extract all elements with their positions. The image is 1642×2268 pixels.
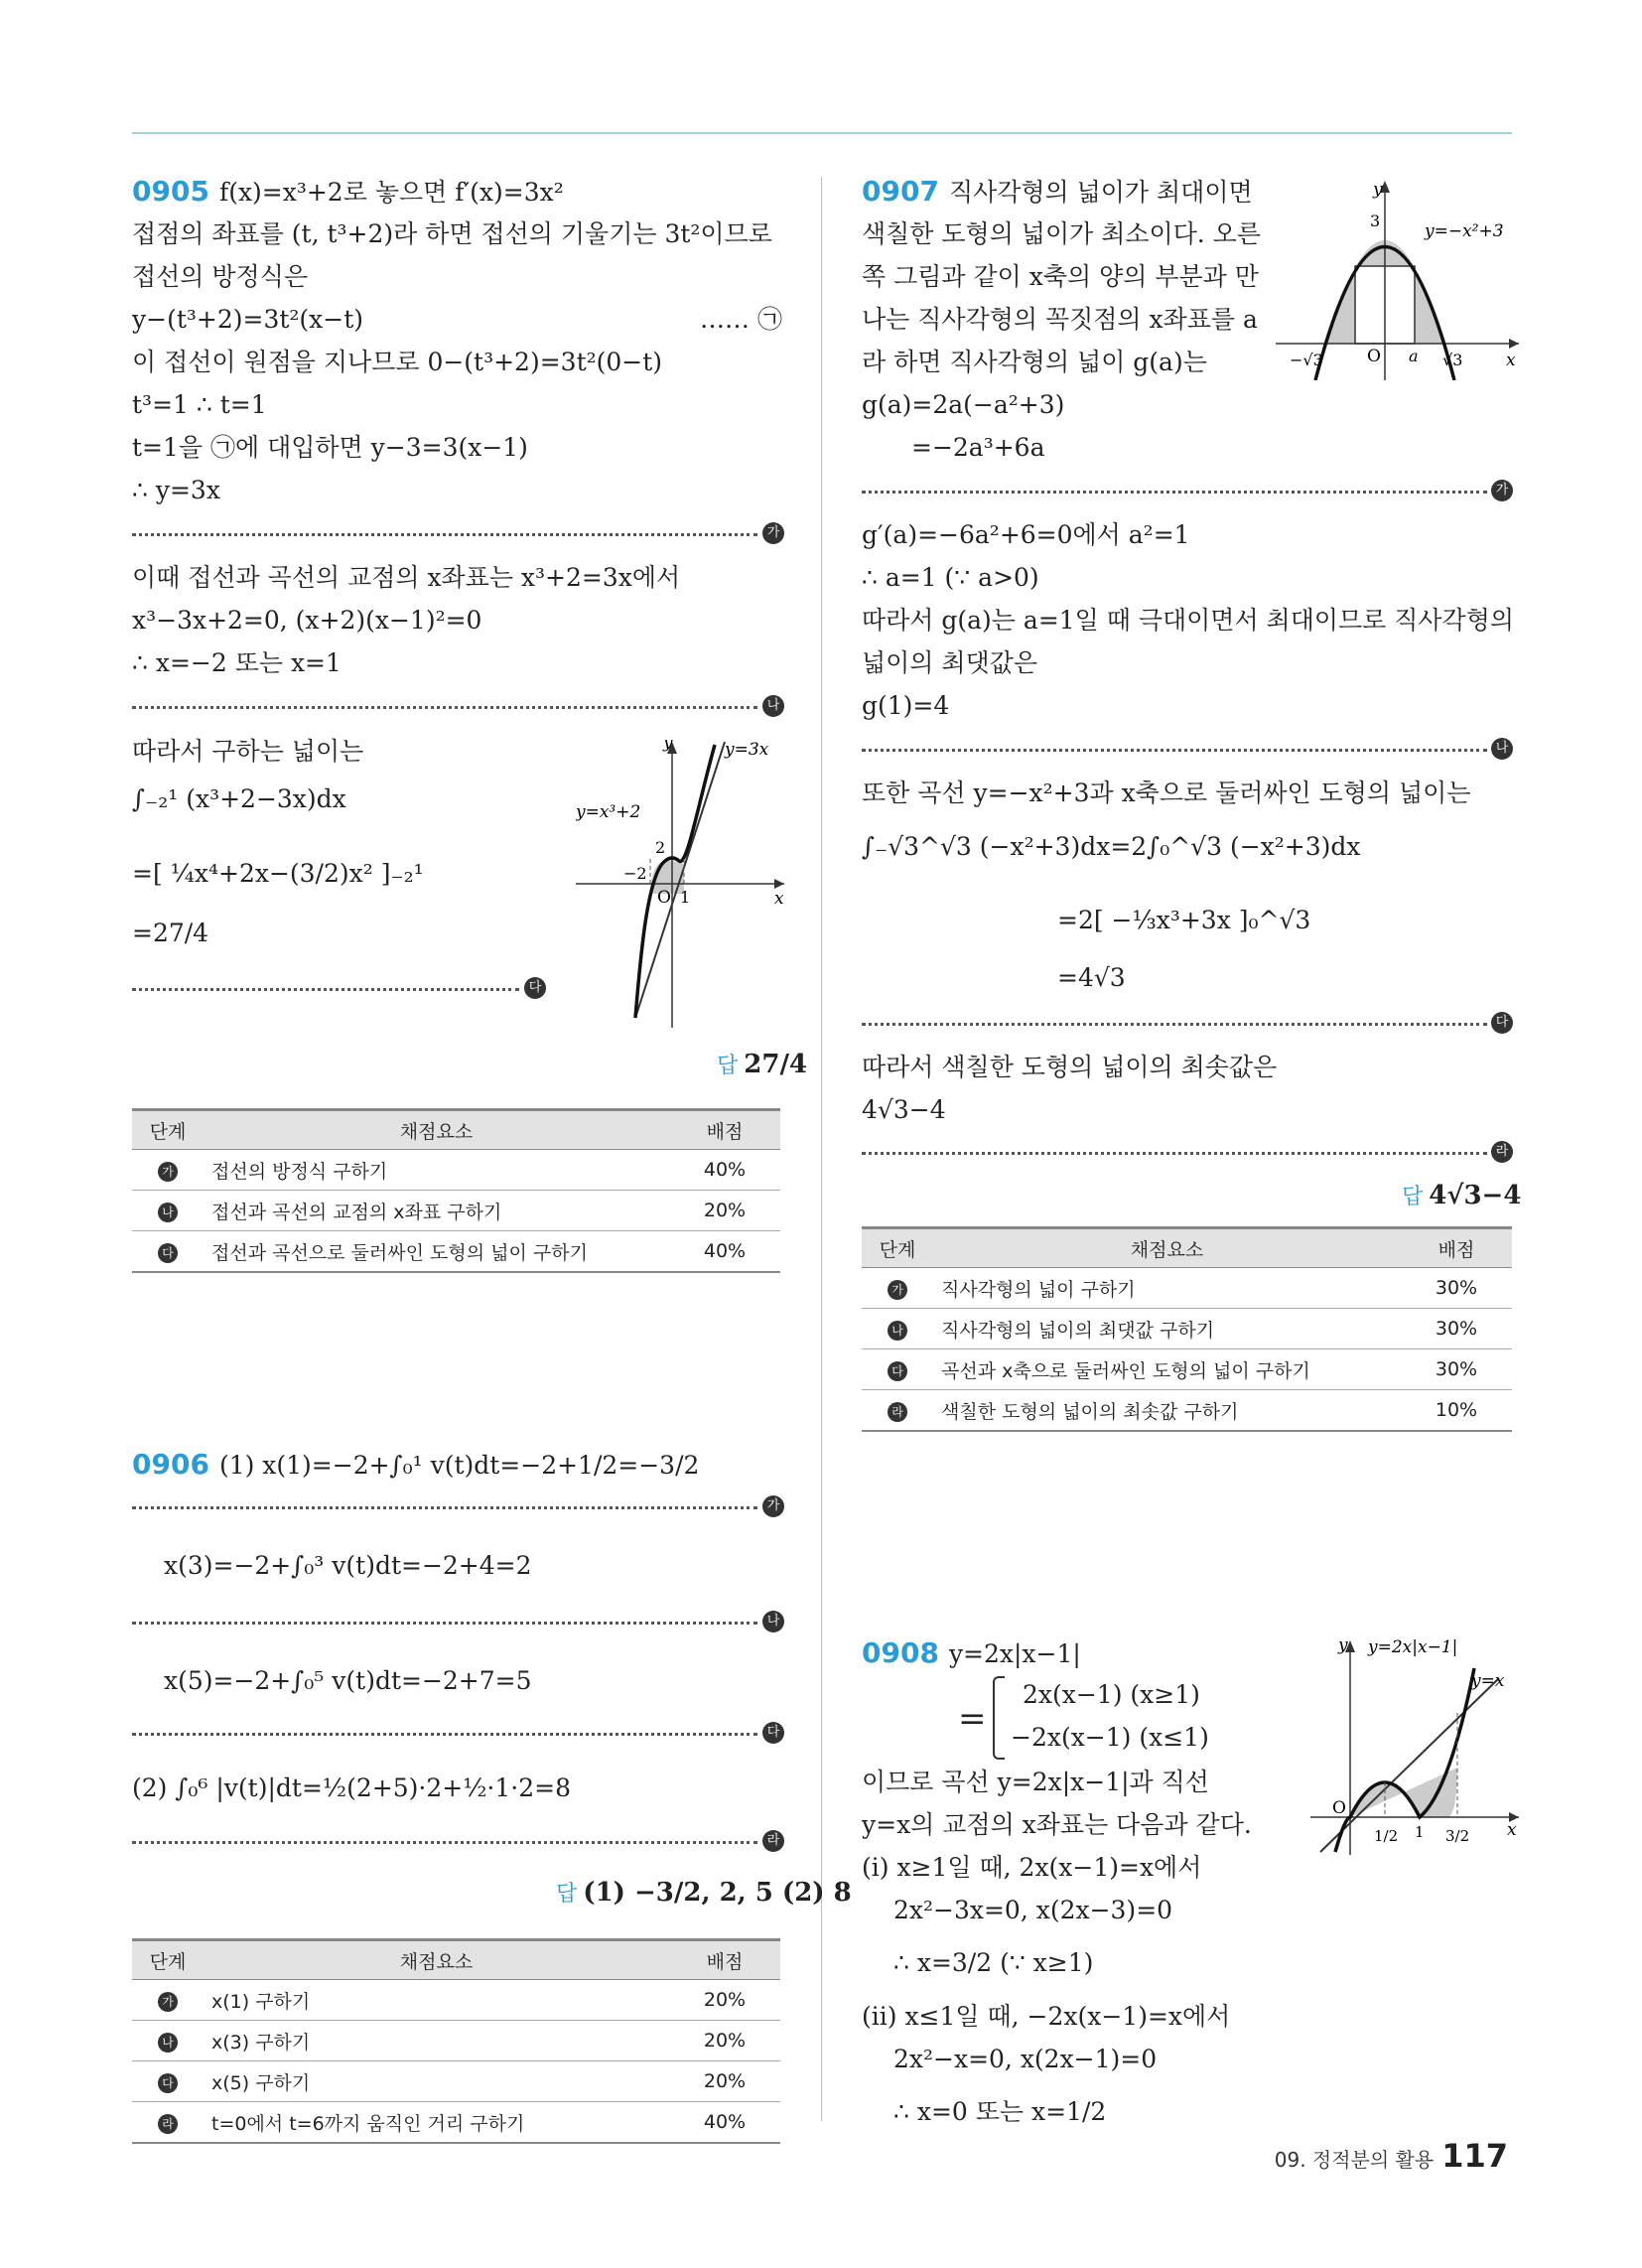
origin-label: O [1367, 347, 1381, 366]
line-0905-10: ∴ x=−2 또는 x=1 [132, 648, 342, 677]
problem-number: 0906 [132, 1448, 209, 1481]
problem-number: 0907 [862, 175, 939, 208]
line-0908-9: 2x²−x=0, x(2x−1)=0 [893, 2045, 1158, 2073]
line-0907-2: 쪽 그림과 같이 x축의 양의 부분과 만 [862, 262, 1259, 291]
line-y-eq-x [1320, 1678, 1499, 1852]
line-0908-5: (ⅰ) x≥1일 때, 2x(x−1)=x에서 [862, 1853, 1202, 1882]
tick-2: 2 [655, 838, 666, 857]
tick-sqrt3: √3 [1442, 351, 1463, 369]
line-0907-3: 나는 직사각형의 꼭짓점의 x좌표를 a [862, 305, 1258, 334]
page-footer [1275, 2137, 1508, 2175]
divider [132, 1733, 757, 1736]
table-row: 다 x(5) 구하기 20% [132, 2061, 780, 2102]
curve-label: y=x³+2 [576, 802, 641, 822]
line-0905-12: ∫₋₂¹ (x³+2−3x)dx [132, 784, 346, 813]
tick-three-half: 3/2 [1445, 1827, 1470, 1845]
tick-1: 1 [680, 888, 691, 907]
divider [132, 1506, 757, 1509]
table-row: 가 직사각형의 넓이 구하기 30% [862, 1268, 1512, 1309]
line-0905-1: 접점의 좌표를 (t, t³+2)라 하면 접선의 기울기는 3t²이므로 [132, 219, 772, 248]
divider [862, 1023, 1487, 1026]
line-0907-6: =−2a³+6a [911, 433, 1045, 462]
divider [132, 1841, 757, 1844]
divider [132, 988, 519, 991]
x-axis-label: x [774, 889, 784, 909]
line-0908-3: 이므로 곡선 y=2x|x−1|과 직선 [862, 1768, 1209, 1796]
divider [862, 491, 1487, 494]
line-label: y=3x [725, 740, 769, 760]
tick-half: 1/2 [1374, 1827, 1399, 1845]
line-0907-1: 색칠한 도형의 넓이가 최소이다. 오른 [862, 219, 1261, 248]
line-0908-8: (ⅱ) x≤1일 때, −2x(x−1)=x에서 [862, 2002, 1231, 2031]
line-0906-3: (2) ∫₀⁶ |v(t)|dt=½(2+5)·2+½·1·2=8 [132, 1773, 571, 1802]
step-marker: 라 [762, 1830, 784, 1852]
score-table-0905: 단계 채점요소 배점 가 접선의 방정식 구하기 40% 나 접선과 곡선의 교점의 x좌표 구하기 20% 다 접선과 곡선으로 둘러싸인 도형의 넓이 구하기 40% [132, 1108, 780, 1273]
divider [132, 706, 757, 709]
y-axis-label: y [1373, 180, 1383, 200]
line-0907-17: 4√3−4 [862, 1095, 946, 1124]
origin-label: O [1332, 1798, 1346, 1818]
step-marker: 다 [524, 977, 546, 999]
tick-a: a [1409, 347, 1419, 365]
graph-0907 [1276, 177, 1524, 380]
line-0905-8: 이때 접선과 곡선의 교점의 x좌표는 x³+2=3x에서 [132, 563, 681, 592]
divider [862, 749, 1487, 752]
equation-tag: …… ㉠ [700, 305, 782, 334]
tick-1: 1 [1415, 1823, 1425, 1841]
y-axis-label: y [1338, 1638, 1348, 1655]
step-marker: 라 [1491, 1141, 1513, 1163]
step-marker: 가 [1491, 480, 1513, 501]
divider [862, 1152, 1487, 1155]
problem-number: 0905 [132, 175, 209, 208]
tick-minus2: −2 [623, 864, 647, 883]
step-marker: 나 [762, 1611, 784, 1632]
tick-3: 3 [1370, 212, 1381, 230]
x-axis-label: x [1506, 351, 1516, 370]
line-0905-7: ∴ y=3x [132, 476, 220, 504]
line-0907-14: =2[ −⅓x³+3x ]₀^√3 [1057, 906, 1311, 934]
table-row: 나 접선과 곡선의 교점의 x좌표 구하기 20% [132, 1191, 780, 1231]
line-0905-2: 접선의 방정식은 [132, 262, 308, 291]
line-0905-9: x³−3x+2=0, (x+2)(x−1)²=0 [132, 606, 482, 635]
line-0908-1: 2x(x−1) (x≥1) [1023, 1680, 1200, 1709]
page-number: 117 [1441, 2137, 1508, 2175]
line-0905-13: =[ ¼x⁴+2x−(3/2)x² ]₋₂¹ [132, 859, 424, 888]
line-0908-0: 0908 y=2x|x−1| [862, 1636, 1081, 1669]
y-axis-label: y [663, 740, 673, 753]
line-0907-5: g(a)=2a(−a²+3) [862, 390, 1065, 419]
column-separator [821, 177, 822, 2121]
answer-0905: 답 27/4 [717, 1050, 808, 1079]
eq-prefix: = [958, 1699, 987, 1739]
curve-label: y=2x|x−1| [1368, 1638, 1458, 1657]
table-row: 라 색칠한 도형의 넓이의 최솟값 구하기 10% [862, 1390, 1512, 1432]
line-0907-15: =4√3 [1057, 963, 1126, 992]
line-0907-7: g′(a)=−6a²+6=0에서 a²=1 [862, 520, 1190, 549]
step-marker: 가 [762, 1495, 784, 1517]
step-marker: 나 [1491, 738, 1513, 760]
brace [993, 1676, 1005, 1760]
line-0907-0: 0907 직사각형의 넓이가 최대이면 [862, 175, 1253, 208]
step-marker: 다 [1491, 1012, 1513, 1034]
table-row: 라 t=0에서 t=6까지 움직인 거리 구하기 40% [132, 2102, 780, 2144]
line-0908-4: y=x의 교점의 x좌표는 다음과 같다. [862, 1810, 1252, 1839]
tangent-line [635, 742, 725, 1018]
table-row: 가 접선의 방정식 구하기 40% [132, 1150, 780, 1191]
table-row: 나 x(3) 구하기 20% [132, 2021, 780, 2061]
abs-curve [1335, 1668, 1474, 1852]
divider [132, 533, 757, 536]
line-0907-13: ∫₋√3^√3 (−x²+3)dx=2∫₀^√3 (−x²+3)dx [862, 832, 1361, 861]
line-0905-11: 따라서 구하는 넓이는 [132, 737, 364, 766]
line-0907-11: g(1)=4 [862, 691, 950, 720]
step-marker: 나 [762, 695, 784, 717]
divider [132, 1622, 757, 1625]
table-row: 다 곡선과 x축으로 둘러싸인 도형의 넓이 구하기 30% [862, 1349, 1512, 1390]
curve-label: y=−x²+3 [1425, 221, 1504, 241]
table-row: 다 접선과 곡선으로 둘러싸인 도형의 넓이 구하기 40% [132, 1231, 780, 1273]
graph-0905 [576, 740, 789, 1028]
line-0907-4: 라 하면 직사각형의 넓이 g(a)는 [862, 348, 1207, 376]
line-0906-1: x(3)=−2+∫₀³ v(t)dt=−2+4=2 [164, 1551, 532, 1580]
line-0906-0: 0906 (1) x(1)=−2+∫₀¹ v(t)dt=−2+1/2=−3/2 [132, 1448, 700, 1481]
origin-label: O [657, 888, 671, 908]
line-0905-6: t=1을 ㉠에 대입하면 y−3=3(x−1) [132, 433, 528, 462]
tick-minus-sqrt3: −√3 [1290, 351, 1323, 369]
graph-0908 [1310, 1638, 1524, 1857]
answer-0906: 답 (1) −3/2, 2, 5 (2) 8 [556, 1878, 852, 1908]
line-0907-9: 따라서 g(a)는 a=1일 때 극대이면서 최대이므로 직사각형의 [862, 606, 1515, 635]
chapter-title: 09. 정적분의 활용 [1274, 2148, 1435, 2172]
header-rule [132, 132, 1512, 134]
table-row: 나 직사각형의 넓이의 최댓값 구하기 30% [862, 1309, 1512, 1349]
line-0905-0: 0905 f(x)=x³+2로 놓으면 f′(x)=3x² [132, 175, 564, 208]
score-table-0907: 단계 채점요소 배점 가 직사각형의 넓이 구하기 30% 나 직사각형의 넓이의 최댓값 구하기 30% 다 곡선과 x축으로 둘러싸인 도형의 넓이 구하기 30% 라 색칠한 도형의 넓이의 최솟값 구하기 10% [862, 1226, 1512, 1432]
line-0908-6: 2x²−3x=0, x(2x−3)=0 [893, 1896, 1173, 1924]
line-0907-10: 넓이의 최댓값은 [862, 648, 1037, 677]
table-row: 가 x(1) 구하기 20% [132, 1980, 780, 2021]
step-marker: 가 [762, 522, 784, 544]
score-table-0906: 단계 채점요소 배점 가 x(1) 구하기 20% 나 x(3) 구하기 20% 다 x(5) 구하기 20% 라 t=0에서 t=6까지 움직인 거리 구하기 40% [132, 1938, 780, 2144]
line-0907-12: 또한 곡선 y=−x²+3과 x축으로 둘러싸인 도형의 넓이는 [862, 779, 1471, 807]
line-0905-4: 이 접선이 원점을 지나므로 0−(t³+2)=3t²(0−t) [132, 348, 663, 376]
line-0908-2: −2x(x−1) (x≤1) [1011, 1723, 1209, 1752]
step-marker: 다 [762, 1722, 784, 1744]
line-label: y=x [1471, 1671, 1505, 1691]
line-0906-2: x(5)=−2+∫₀⁵ v(t)dt=−2+7=5 [164, 1666, 532, 1695]
line-0907-16: 따라서 색칠한 도형의 넓이의 최솟값은 [862, 1053, 1278, 1081]
line-0907-8: ∴ a=1 (∵ a>0) [862, 563, 1039, 592]
x-axis-label: x [1507, 1820, 1517, 1840]
problem-number: 0908 [862, 1636, 939, 1669]
line-0908-10: ∴ x=0 또는 x=1/2 [893, 2097, 1107, 2126]
line-0905-5: t³=1 ∴ t=1 [132, 390, 267, 419]
answer-0907: 답 4√3−4 [1402, 1181, 1522, 1210]
line-0908-7: ∴ x=3/2 (∵ x≥1) [893, 1948, 1094, 1977]
line-0905-14: =27/4 [132, 919, 209, 947]
line-0905-3: y−(t³+2)=3t²(x−t) [132, 305, 364, 334]
